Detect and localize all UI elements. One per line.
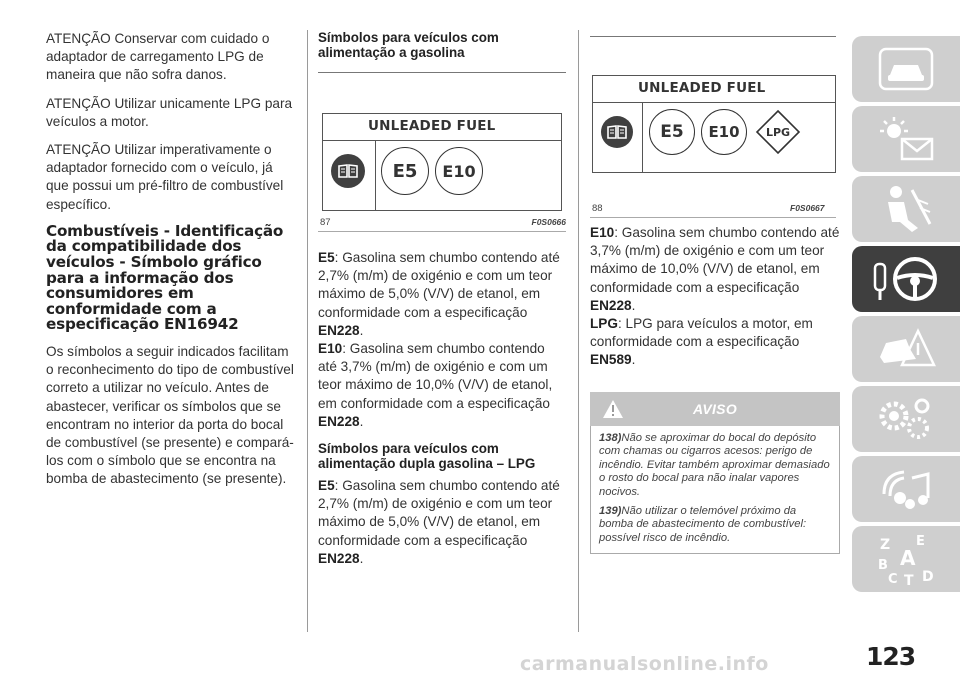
multimedia-icon (876, 464, 936, 514)
figure-code: F0S0667 (790, 203, 825, 213)
watermark: carmanualsonline.info (520, 653, 769, 675)
fuel-symbol-e10: E10 (435, 147, 483, 195)
figure-bottom-rule (318, 231, 566, 232)
fuel-label-vdivider (642, 103, 643, 173)
fuel-symbol-e10: E10 (701, 109, 747, 155)
definition-e10-dual-text: : Gasolina sem chumbo contendo até 3,7% (m/m) de oxigénio e com um teor máximo de 10,0% (V/V) de etanol, em conformidade com a especificação (590, 225, 840, 295)
term-e5: E5 (318, 478, 335, 494)
fuel-label-title: UNLEADED FUEL (368, 118, 496, 134)
page-number: 123 (866, 642, 916, 671)
svg-text:E: E (916, 534, 925, 549)
fuel-symbol-lpg-label: LPG (765, 125, 791, 139)
note-138-text: Não se aproximar do bocal do depósito com chamas ou cigarros acesos: perigo de incêndio. Evitar também aproximar demasiado o rosto do bocal para não inalar vapores nocivos. (599, 431, 830, 498)
definition-e5-text: : Gasolina sem chumbo contendo até 2,7% (m/m) de oxigénio e com um teor máximo de 5,0% (V/V) de etanol, em conformidade com a especificação (318, 250, 560, 320)
note-number: 139) (599, 504, 622, 517)
aviso-panel (590, 392, 840, 555)
section-heading-fuel-identification: Combustíveis - Identificação da compatibilidade dos veículos - Símbolo gráfico para a informação dos consumidores em conformidade com a especificação EN16942 (46, 221, 284, 334)
tab-maintenance[interactable] (852, 386, 960, 452)
term-e10: E10 (590, 225, 615, 240)
figure-number: 87 (320, 217, 331, 228)
fuel-label-divider (593, 102, 835, 103)
warning-triangle-icon (602, 399, 624, 419)
emergency-icon (876, 325, 936, 373)
column-divider-1 (307, 30, 308, 632)
svg-text:A: A (900, 546, 916, 570)
heading-dual-fuel-symbols: Símbolos para veículos com alimentação dupla gasolina – LPG (318, 441, 536, 472)
tab-car-dashboard[interactable] (852, 36, 960, 102)
steering-wheel-icon (871, 254, 941, 304)
definition-e5-dual-text: : Gasolina sem chumbo contendo até 2,7% (m/m) de oxigénio e com um teor máximo de 5,0% (V/V) de etanol, em conformidade com a especificação (318, 478, 560, 548)
fuel-label-vdivider (375, 141, 376, 211)
term-lpg: LPG (590, 316, 618, 332)
fuel-symbol-e5: E5 (649, 109, 695, 155)
warning-lpg-adapter-care: ATENÇÃO Conservar com cuidado o adaptador de carregamento LPG de maneira que não sofra danos. (46, 31, 270, 83)
fuel-symbol-e5: E5 (381, 147, 429, 195)
spec-en228: EN228 (318, 413, 360, 429)
note-139-text: Não utilizar o telemóvel próximo da bomba de abastecimento de combustível: possível risco de incêndio. (599, 504, 807, 544)
figure-bottom-rule (590, 217, 836, 218)
definition-e10: E10: Gasolina sem chumbo contendo até 3,7% (m/m) de oxigénio e com um teor máximo de 10,0% (V/V) de etanol, em conformidade com a especificação EN228. (318, 341, 553, 429)
warning-lights-icon (876, 115, 936, 163)
definition-lpg-text: : LPG para veículos a motor, em conformidade com a especificação (590, 316, 813, 350)
term-e5: E5 (318, 250, 335, 265)
aviso-content (590, 426, 840, 555)
aviso-header (590, 392, 840, 426)
column-3 (590, 0, 840, 554)
figure-88 (590, 37, 840, 217)
car-dashboard-icon (878, 47, 934, 91)
tab-safety[interactable] (852, 176, 960, 242)
heading-petrol-symbols: Símbolos para veículos com alimentação a gasolina (318, 30, 499, 60)
column-divider-2 (578, 30, 579, 632)
fuel-symbol-lpg (755, 109, 801, 155)
spec-en228: EN228 (318, 322, 360, 338)
tab-emergency[interactable] (852, 316, 960, 382)
note-138 (599, 432, 831, 500)
fuel-label-panel (322, 113, 562, 211)
spec-en228: EN228 (318, 550, 360, 566)
aviso-title: AVISO (692, 400, 738, 417)
note-number: 138) (599, 431, 622, 444)
svg-text:D: D (922, 569, 934, 585)
fuel-label-panel (592, 75, 836, 173)
term-e10: E10 (318, 341, 343, 357)
spec-en589: EN589 (590, 352, 632, 368)
svg-text:C: C (888, 572, 898, 587)
manual-book-icon (601, 116, 633, 148)
definition-lpg: LPG: LPG para veículos a motor, em conformidade com a especificação EN589. (590, 316, 813, 368)
maintenance-gears-icon (874, 394, 938, 444)
tab-warning-lights[interactable] (852, 106, 960, 172)
warning-lpg-only: ATENÇÃO Utilizar unicamente LPG para veículos a motor. (46, 95, 293, 129)
figure-87 (318, 73, 566, 241)
warning-supplied-adapter: ATENÇÃO Utilizar imperativamente o adaptador fornecido com o veículo, já que possui um pré-filtro de combustível específico. (46, 142, 284, 212)
tab-index[interactable] (852, 526, 960, 592)
fuel-symbols-body: Os símbolos a seguir indicados facilitam o reconhecimento do tipo de combustível correto a utilizar no veículo. Antes de abastecer, verificar os símbolos que se encontram no interior da porta do bocal de combustível (se presente) e compará-los com o símbolo que se encontra na bomba de abastecimento (se presente). (46, 343, 294, 487)
column-1 (46, 30, 296, 489)
spec-en228: EN228 (590, 297, 632, 313)
fuel-label-title: UNLEADED FUEL (638, 80, 766, 96)
definition-e5-dual: E5: Gasolina sem chumbo contendo até 2,7% (m/m) de oxigénio e com um teor máximo de 5,0% (V/V) de etanol, em conformidade com a especificação EN228. (318, 478, 560, 566)
figure-code: F0S0666 (531, 217, 566, 227)
tab-steering-starting[interactable] (852, 246, 960, 312)
svg-text:Z: Z (880, 537, 891, 553)
note-139 (599, 505, 831, 546)
svg-text:T: T (904, 573, 914, 587)
safety-seat-icon (878, 184, 934, 234)
definition-e10-text: : Gasolina sem chumbo contendo até 3,7% (m/m) de oxigénio e com um teor máximo de 10,0% (V/V) de etanol, em conformidade com a especificação (318, 341, 553, 411)
manual-book-icon (331, 154, 365, 188)
fuel-label-divider (323, 140, 561, 141)
alphabetical-index-icon (876, 531, 936, 587)
svg-text:B: B (878, 558, 888, 573)
column-2 (318, 30, 566, 568)
definition-e10-dual: E10: Gasolina sem chumbo contendo até 3,7% (m/m) de oxigénio e com um teor máximo de 10,0% (V/V) de etanol, em conformidade com a especificação EN228. (590, 225, 840, 313)
figure-number: 88 (592, 203, 603, 214)
tab-multimedia[interactable] (852, 456, 960, 522)
definition-e5: E5: Gasolina sem chumbo contendo até 2,7% (m/m) de oxigénio e com um teor máximo de 5,0% (V/V) de etanol, em conformidade com a especificação EN228. (318, 250, 560, 338)
